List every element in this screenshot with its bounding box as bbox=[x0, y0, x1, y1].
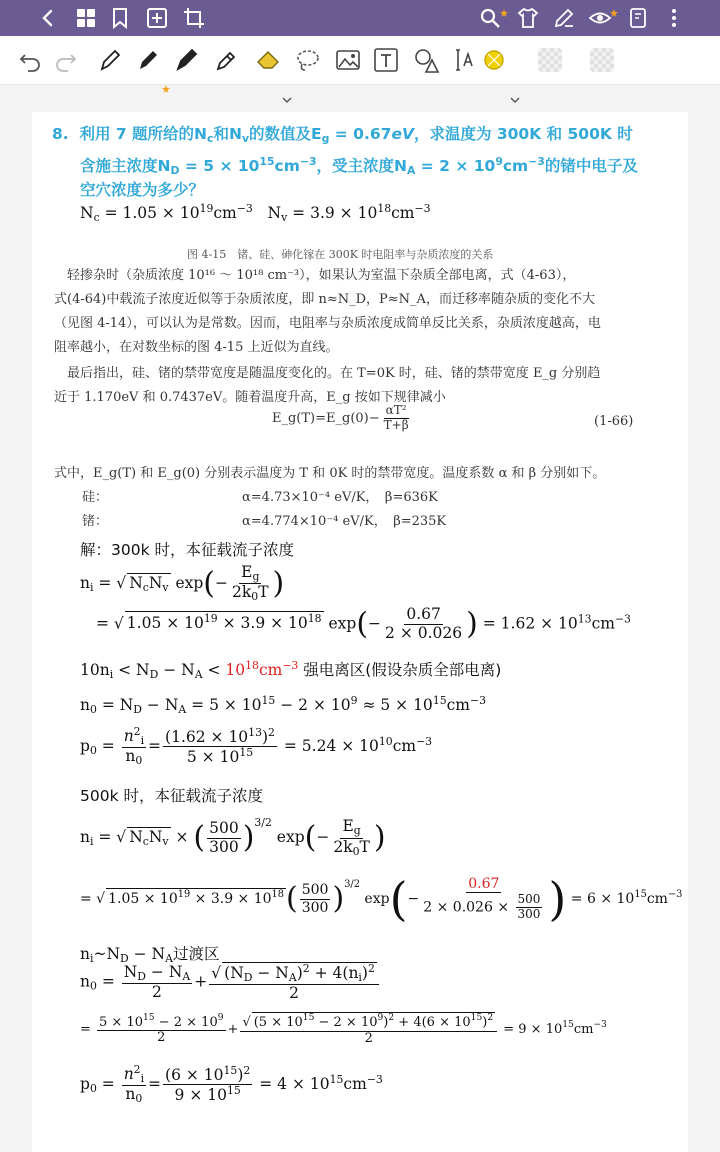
p0-300k: $p_0$ = $\frac{n^2_i}{n_0}$ = $\frac{(1.62 \times 10^{13})^2}{5 \times 10^{15}}$ = $5.24 \times 10^{10}cm^{-3}$ bbox=[80, 725, 433, 768]
fountain-pen-icon[interactable] bbox=[172, 46, 200, 74]
book-si-label: 硅： bbox=[82, 490, 109, 505]
add-page-icon[interactable] bbox=[145, 6, 169, 30]
book-paragraph-2-line-1: 最后指出，硅、锗的禁带宽度是随温度变化的。在 T=0K 时，硅、锗的禁带宽度 E_g 分别趋 bbox=[54, 366, 601, 381]
nc-nv-line: $N_c = 1.05 \times 10^{19}cm^{-3}$ $N_v = 3.9 \times 10^{18}cm^{-3}$ bbox=[80, 202, 431, 224]
shapes-icon[interactable] bbox=[412, 46, 440, 74]
text-select-icon[interactable] bbox=[450, 46, 478, 74]
eraser-icon[interactable] bbox=[254, 46, 282, 74]
book-paragraph-3: 式中，E_g(T) 和 E_g(0) 分别表示温度为 T 和 0K 时的禁带宽度。温度系数 α 和 β 分别如下。 bbox=[54, 466, 606, 481]
premium-star-icon-2 bbox=[610, 2, 618, 10]
redo-icon[interactable] bbox=[52, 46, 80, 74]
n0-500k-calc: = $\frac{5 \times 10^{15} - 2 \times 10^9}{2}$ + $\frac{√ (5 \times 10^{15} - 2 \times 10^9)^2 + 4(6 \times 10^{15})^2}{2}$ = $9 \times 10^{15}cm^{-3}$ bbox=[80, 1012, 607, 1046]
highlighter-icon[interactable] bbox=[212, 46, 240, 74]
book-paragraph-2-line-2: 近于 1.170eV 和 0.7437eV。随着温度升高，E_g 按如下规律减小 bbox=[54, 390, 446, 405]
more-icon[interactable] bbox=[662, 6, 686, 30]
question-line-1: 8. 利用 7 题所给的$N_c$和$N_v$的数值及$E_g = 0.67eV$，求温度为 300K 和 500K 时 bbox=[52, 125, 633, 145]
book-equation-number: (1-66) bbox=[594, 414, 634, 429]
drawing-toolbar bbox=[0, 36, 720, 85]
search-icon[interactable] bbox=[478, 6, 502, 30]
ni-300k-calc: = √ $1.05 \times 10^{19} \times 3.9 \times 10^{18}$ exp(− $\frac{0.67}{2 \times 0.026}$ ) = $1.62 \times 10^{13}cm^{-3}$ bbox=[96, 605, 631, 642]
pencil-icon[interactable] bbox=[134, 46, 162, 74]
book-ge-label: 锗： bbox=[82, 514, 109, 529]
back-icon[interactable] bbox=[36, 6, 60, 30]
solution-300k-heading: 解：300k 时，本征载流子浓度 bbox=[80, 541, 294, 559]
book-si-values: α=4.73×10⁻⁴ eV/K， β=636K bbox=[242, 490, 438, 505]
book-paragraph-1-line-1: 轻掺杂时（杂质浓度 10¹⁶ ～ 10¹⁸ cm⁻³），如果认为室温下杂质全部电离，式（4-63）， bbox=[54, 268, 576, 283]
page-icon[interactable] bbox=[626, 6, 650, 30]
n0-300k: $n_0 = N_D - N_A = 5 \times 10^{15} - 2 \times 10^9 \approx 5 \times 10^{15}cm^{-3}$ bbox=[80, 694, 487, 716]
image-icon[interactable] bbox=[334, 46, 362, 74]
crop-icon[interactable] bbox=[182, 6, 206, 30]
color-picker-icon[interactable] bbox=[480, 46, 508, 74]
question-line-2: 含施主浓度$N_D = 5 \times 10^{15}cm^{-3}$，受主浓度$N_A = 2 \times 10^9cm^{-3}$的锗中电子及 bbox=[80, 155, 638, 177]
chevron-down-icon-2[interactable] bbox=[510, 90, 520, 100]
chevron-down-icon[interactable] bbox=[282, 90, 292, 100]
grid-icon[interactable] bbox=[74, 6, 98, 30]
shirt-icon[interactable] bbox=[516, 6, 540, 30]
question-line-3: 空穴浓度为多少？ bbox=[80, 181, 205, 199]
premium-star-icon-3 bbox=[162, 78, 170, 86]
strong-ionization-condition: $10n_i < N_D - N_A < 10^{18}cm^{-3}$ 强电离区(假设杂质全部电离) bbox=[80, 659, 502, 681]
color-swatch-transparent-2[interactable] bbox=[590, 48, 614, 72]
top-app-bar bbox=[0, 0, 720, 36]
p0-500k: $p_0$ = $\frac{n^2_i}{n_0}$ = $\frac{(6 \times 10^{15})^2}{9 \times 10^{15}}$ = $4 \times 10^{15}cm^{-3}$ bbox=[80, 1063, 383, 1106]
book-paragraph-1-line-2: 式(4-64)中载流子浓度近似等于杂质浓度，即 n≈N_D，P≈N_A，而迁移率随杂质的变化不大 bbox=[54, 292, 595, 307]
n0-500k-formula: $n_0$ = $\frac{N_D - N_A}{2}$ + $\frac{√ (N_D - N_A)^2 + 4(n_i)^2}{2}$ bbox=[80, 962, 381, 1003]
ni-500k-formula: $n_i$ = √ $N_cN_v$ × ( $\frac{500}{300}$ )$^{3/2}$ exp(− $\frac{E_g}{2k_0T}$ ) bbox=[80, 816, 386, 858]
ni-500k-calc: = √ $1.05 \times 10^{19} \times 3.9 \times 10^{18}$( $\frac{500}{300}$ )$^{3/2}$ exp(− 0.67 2 × 0.026 × $\frac{500}{300}$ ) = $6 \times 10^{15}cm^{-3}$ bbox=[80, 872, 683, 926]
color-swatch-transparent[interactable] bbox=[538, 48, 562, 72]
bookmark-icon[interactable] bbox=[108, 6, 132, 30]
note-page[interactable] bbox=[32, 112, 688, 1152]
undo-icon[interactable] bbox=[16, 46, 44, 74]
book-ge-values: α=4.774×10⁻⁴ eV/K， β=235K bbox=[242, 514, 447, 529]
transition-region: $n_i\sim N_D - N_A$过渡区 bbox=[80, 945, 220, 965]
pen-icon[interactable] bbox=[96, 46, 124, 74]
solution-500k-heading: 500k 时，本征载流子浓度 bbox=[80, 787, 263, 805]
pen-edit-icon[interactable] bbox=[552, 6, 576, 30]
book-equation: E_g(T)=E_g(0)− $\frac{\text{αT²}}{T+\beta}$ bbox=[272, 403, 409, 432]
book-figure-caption: 图 4-15 锗、硅、砷化镓在 300K 时电阻率与杂质浓度的关系 bbox=[187, 248, 494, 261]
ni-formula: $n_i$ = √ $N_cN_v$ exp(− $\frac{E_g}{2k_0T}$ ) bbox=[80, 563, 285, 604]
eye-icon[interactable] bbox=[588, 6, 612, 30]
text-icon[interactable] bbox=[372, 46, 400, 74]
lasso-icon[interactable] bbox=[294, 46, 322, 74]
premium-star-icon bbox=[500, 2, 508, 10]
book-paragraph-1-line-3: （见图 4-14），可以认为是常数。因而，电阻率与杂质浓度成简单反比关系，杂质浓度越高，电 bbox=[54, 316, 601, 331]
book-paragraph-1-line-4: 阻率越小，在对数坐标的图 4-15 上近似为直线。 bbox=[54, 340, 339, 355]
